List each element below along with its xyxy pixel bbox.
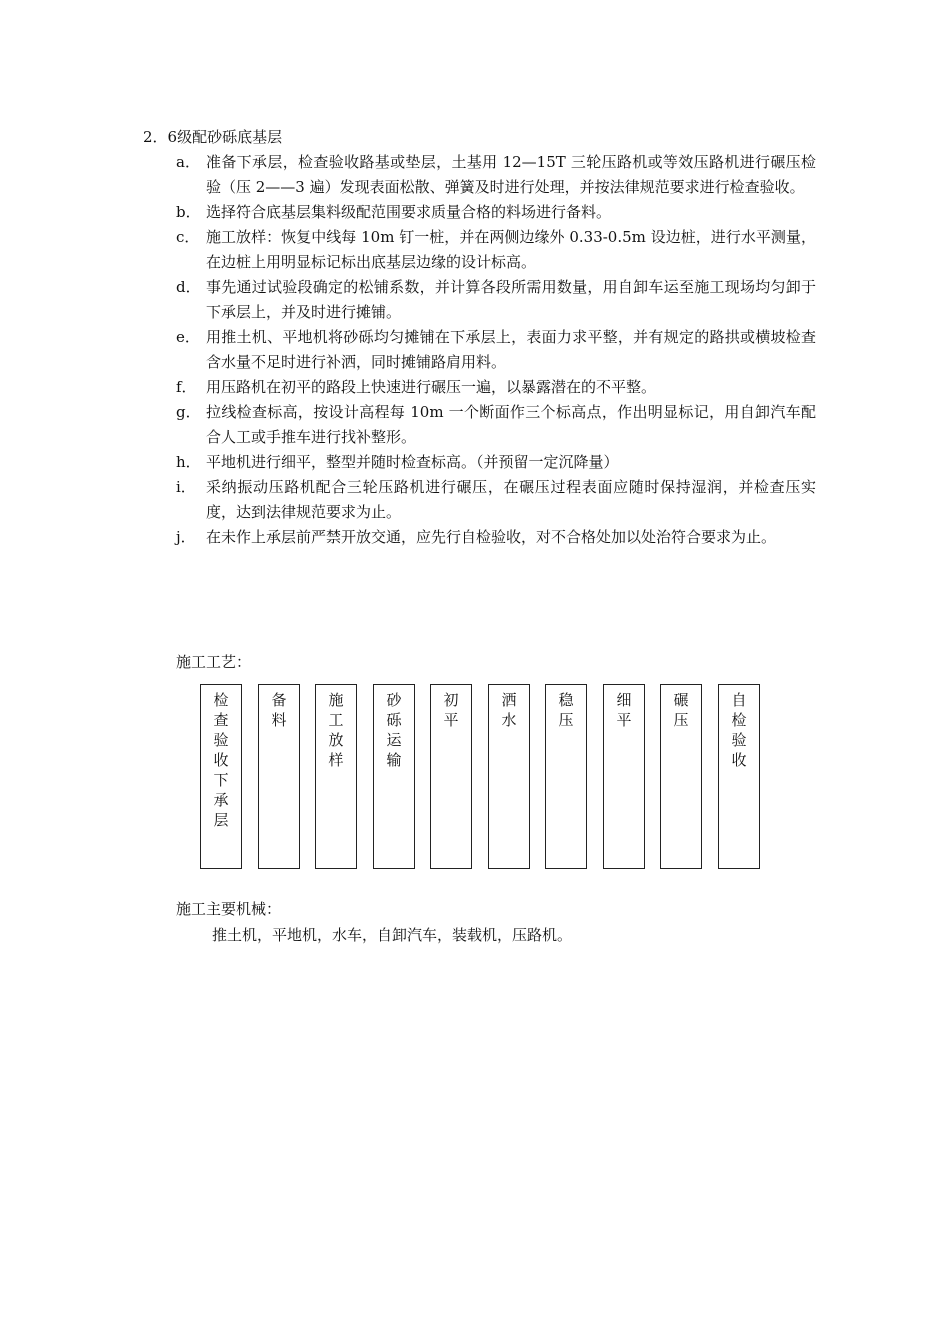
process-step-label: 初平 — [443, 691, 459, 729]
procedure-list — [176, 150, 816, 550]
process-step-label: 备料 — [271, 691, 287, 729]
list-item-text: 准备下承层，检查验收路基或垫层，土基用 12—15T 三轮压路机或等效压路机进行碾压检验（压 2——3 遍）发现表面松散、弹簧及时进行处理，并按法律规范要求进行检查验收。 — [206, 153, 816, 196]
list-item-marker: c． — [176, 228, 200, 246]
list-item-text: 拉线检查标高，按设计高程每 10m 一个断面作三个标高点，作出明显标记，用自卸汽车配合人工或手推车进行找补整形。 — [206, 403, 816, 446]
process-step-label: 施工放样 — [328, 691, 344, 769]
list-item-marker: i． — [176, 478, 196, 496]
list-item-marker: h． — [176, 453, 201, 471]
process-step-label: 检查验收下承层 — [213, 691, 229, 829]
section-heading: 2．6级配砂砾底基层 — [143, 128, 283, 146]
list-item-marker: f． — [176, 378, 197, 396]
list-item-text: 用推土机、平地机将砂砾均匀摊铺在下承层上，表面力求平整，并有规定的路拱或横坡检查含水量不足时进行补洒，同时摊铺路肩用料。 — [206, 328, 816, 371]
list-item — [176, 450, 816, 475]
process-step-box — [258, 684, 300, 869]
list-item-text: 选择符合底基层集料级配范围要求质量合格的料场进行备料。 — [206, 203, 612, 221]
list-item-text: 事先通过试验段确定的松铺系数，并计算各段所需用数量，用自卸车运至施工现场均匀卸于下承层上，并及时进行摊铺。 — [206, 278, 816, 321]
list-item-marker: b． — [176, 203, 201, 221]
process-step-box — [488, 684, 530, 869]
list-item — [176, 375, 816, 400]
process-step-box — [603, 684, 645, 869]
list-item — [176, 525, 816, 550]
list-item — [176, 225, 816, 275]
process-step-label: 碾压 — [673, 691, 689, 729]
list-item-text: 施工放样：恢复中线每 10m 钉一桩，并在两侧边缘外 0.33-0.5m 设边桩，进行水平测量，在边桩上用明显标记标出底基层边缘的设计标高。 — [206, 228, 816, 271]
list-item-marker: g． — [176, 403, 201, 421]
process-step-label: 自检验收 — [731, 691, 747, 769]
list-item-text: 采纳振动压路机配合三轮压路机进行碾压，在碾压过程表面应随时保持湿润，并检查压实度，达到法律规范要求为止。 — [206, 478, 816, 521]
process-label: 施工工艺： — [176, 653, 252, 671]
process-step-label: 细平 — [616, 691, 632, 729]
machinery-label: 施工主要机械： — [176, 900, 282, 918]
process-step-box — [200, 684, 242, 869]
list-item — [176, 200, 816, 225]
list-item-marker: a． — [176, 153, 200, 171]
process-step-label: 砂砾运输 — [386, 691, 402, 769]
process-step-label: 洒水 — [501, 691, 517, 729]
machinery-list: 推土机，平地机，水车，自卸汽车，装载机，压路机。 — [212, 926, 573, 944]
list-item-text: 在未作上承层前严禁开放交通，应先行自检验收，对不合格处加以处治符合要求为止。 — [206, 528, 777, 546]
list-item-text: 平地机进行细平，整型并随时检查标高。（并预留一定沉降量） — [206, 453, 619, 471]
list-item-marker: e． — [176, 328, 200, 346]
list-item — [176, 400, 816, 450]
process-step-box — [545, 684, 587, 869]
list-item — [176, 275, 816, 325]
process-step-label: 稳压 — [558, 691, 574, 729]
process-step-box — [315, 684, 357, 869]
process-step-box — [373, 684, 415, 869]
list-item-text: 用压路机在初平的路段上快速进行碾压一遍，以暴露潜在的不平整。 — [206, 378, 657, 396]
list-item — [176, 325, 816, 375]
process-step-box — [430, 684, 472, 869]
list-item — [176, 475, 816, 525]
process-step-box — [718, 684, 760, 869]
list-item — [176, 150, 816, 200]
list-item-marker: j． — [176, 528, 196, 546]
list-item-marker: d． — [176, 278, 201, 296]
process-step-box — [660, 684, 702, 869]
